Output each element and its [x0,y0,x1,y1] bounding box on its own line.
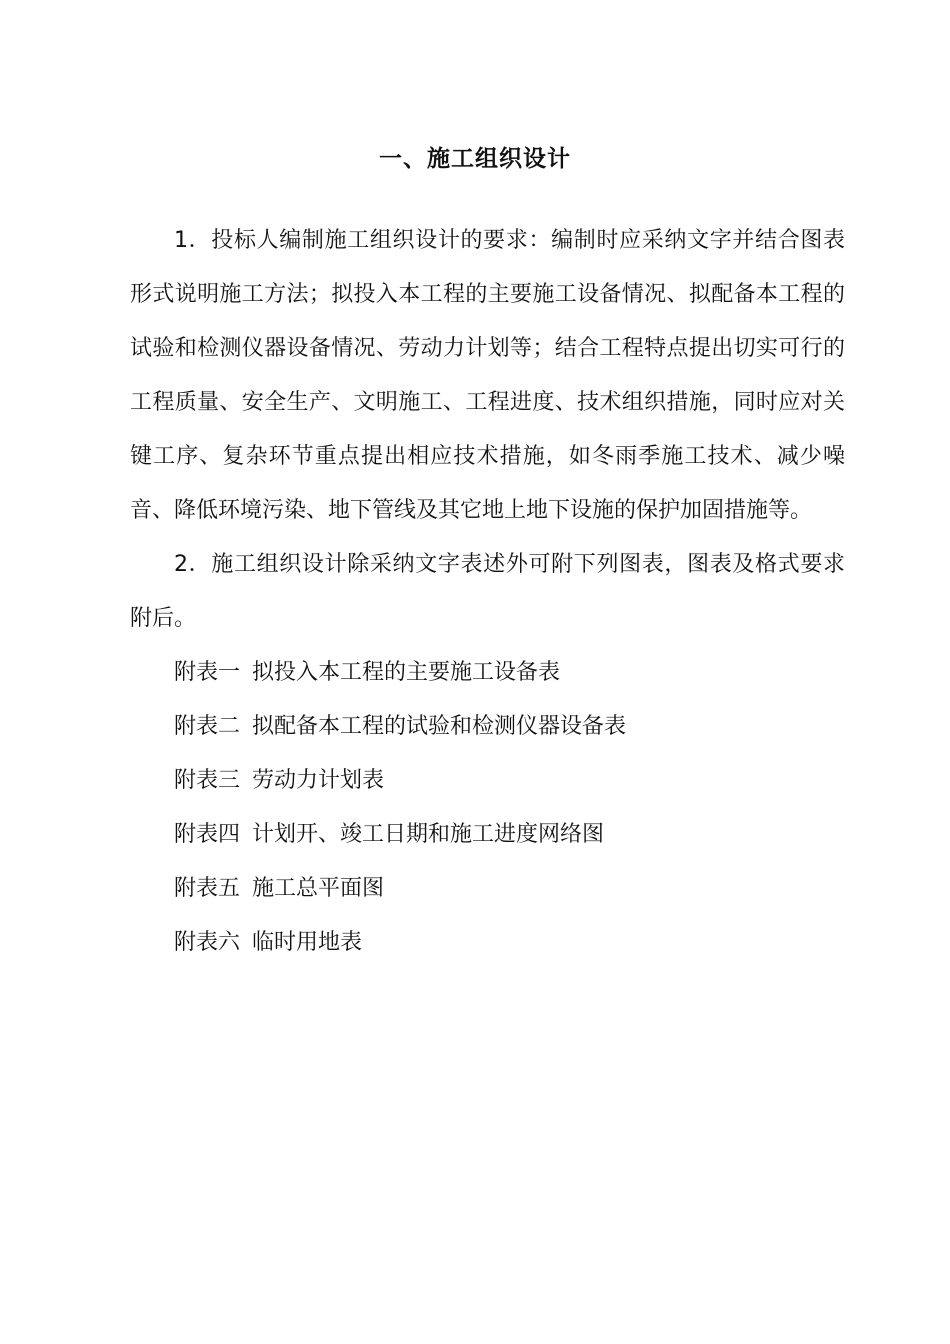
document-body [130,214,845,970]
appendix-text: 拟配备本工程的试验和检测仪器设备表 [252,714,627,739]
appendix-label: 附表五 [174,876,241,901]
appendix-item-1 [130,646,845,700]
appendix-label: 附表四 [174,822,241,847]
appendix-label: 附表一 [174,660,241,685]
appendix-text: 计划开、竣工日期和施工进度网络图 [252,822,605,847]
appendix-item-4 [130,808,845,862]
appendix-item-2 [130,700,845,754]
appendix-label: 附表二 [174,714,241,739]
paragraph-attachments: 2．施工组织设计除采纳文字表述外可附下列图表，图表及格式要求附后。 [130,552,845,631]
paragraph-requirements: 1．投标人编制施工组织设计的要求：编制时应采纳文字并结合图表形式说明施工方法；拟投入本工程的主要施工设备情况、拟配备本工程的试验和检测仪器设备情况、劳动力计划等；结合工程特点提出切实可行的工程质量、安全生产、文明施工、工程进度、技术组织措施，同时应对关键工序、复杂环节重点提出相应技术措施，如冬雨季施工技术、减少噪音、降低环境污染、地下管线及其它地上地下设施的保护加固措施等。 [130,228,845,523]
appendix-label: 附表三 [174,768,241,793]
appendix-item-6 [130,916,845,970]
appendix-text: 拟投入本工程的主要施工设备表 [252,660,561,685]
appendix-list [130,646,845,970]
page-title: 一、施工组织设计 [379,146,571,172]
appendix-item-5 [130,862,845,916]
appendix-text: 临时用地表 [252,930,363,955]
appendix-text: 施工总平面图 [252,876,385,901]
appendix-text: 劳动力计划表 [252,768,385,793]
appendix-label: 附表六 [174,930,241,955]
appendix-item-3 [130,754,845,808]
